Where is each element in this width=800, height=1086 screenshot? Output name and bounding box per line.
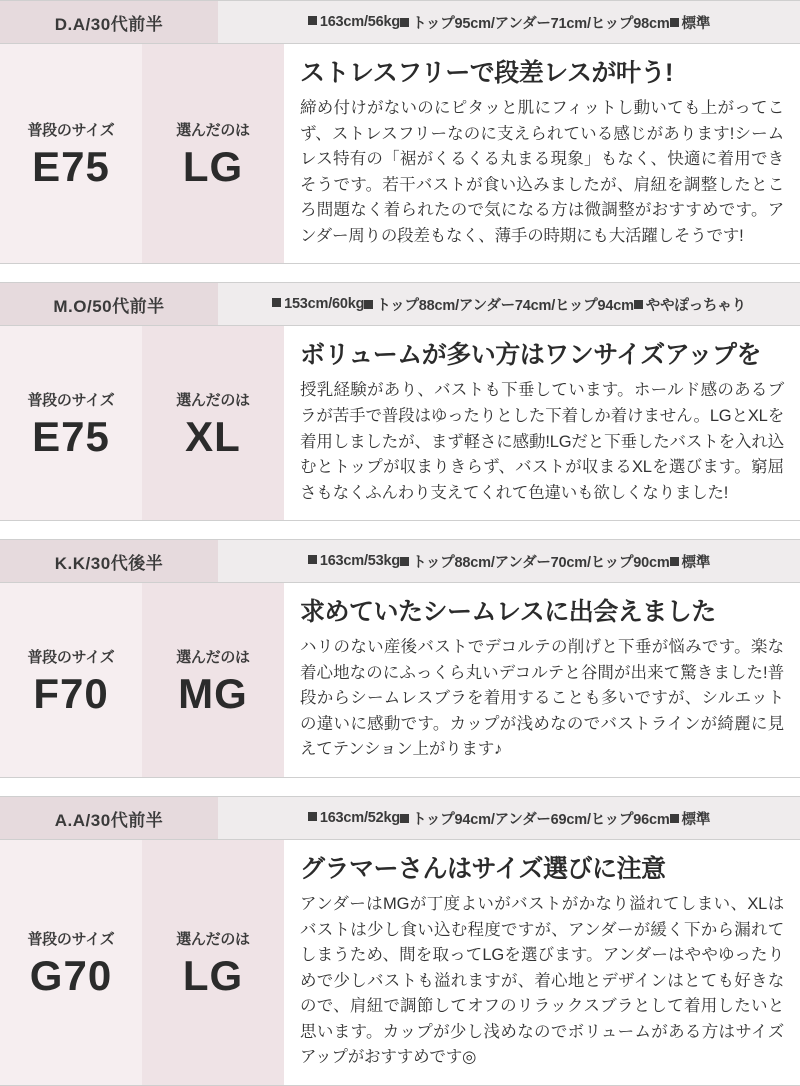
- bullet-square-icon: [670, 18, 679, 27]
- review-title: ボリュームが多い方はワンサイズアップを: [300, 341, 762, 370]
- review-comment: 授乳経験があり、バストも下垂しています。ホールド感のあるブラが苦手で普段はゆったりとした下着しか着けません。LGとXLを着用しましたが、まず軽さに感動!LGだと下垂したバストを入れ込むとトップが収まりきらず、バストが収まるXLを選びます。窮屈さもなくふんわり支えてくれて色違いも欲しくなりました!: [300, 381, 784, 502]
- review-block: [0, 0, 800, 264]
- review-body: [0, 583, 800, 778]
- bullet-square-icon: [670, 814, 679, 823]
- review-spec: トップ88cm/アンダー70cm/ヒップ90cm: [400, 551, 669, 572]
- review-text-cell: [284, 583, 800, 777]
- review-spec: トップ94cm/アンダー69cm/ヒップ96cm: [400, 808, 669, 829]
- bullet-square-icon: [400, 557, 409, 566]
- chosen-size-cell: [142, 326, 284, 520]
- chosen-size-value: MG: [178, 669, 248, 717]
- review-spec: 153cm/60kg: [272, 296, 364, 312]
- reviewer-specs: [218, 1, 800, 43]
- chosen-size-value: XL: [185, 412, 241, 460]
- review-separator: [0, 778, 800, 796]
- review-body: [0, 44, 800, 264]
- usual-size-label: 普段のサイズ: [27, 648, 115, 666]
- review-text-cell: [284, 840, 800, 1085]
- bullet-square-icon: [634, 300, 643, 309]
- review-header: [0, 796, 800, 840]
- review-title: グラマーさんはサイズ選びに注意: [300, 855, 666, 883]
- reviewer-name: K.K/30代後半: [0, 540, 218, 582]
- review-comment: アンダーはMGが丁度よいがバストがかなり溢れてしまい、XLはバストは少し食い込む程度ですが、アンダーが緩く下から漏れてしまうため、間を取ってLGを選びます。アンダーはややゆったりめで少しバストも溢れますが、着心地とデザインはとても好きなので、肩紐で調節してオフのリラックスブラとして着用したいと思います。カップが少し浅めなのでボリュームがある方はサイズアップがおすすめです◎: [300, 895, 784, 1067]
- review-header: [0, 539, 800, 583]
- usual-size-label: 普段のサイズ: [27, 122, 115, 140]
- chosen-size-label: 選んだのは: [176, 930, 250, 948]
- review-spec: 標準: [670, 12, 711, 33]
- review-spec: 標準: [670, 808, 711, 829]
- bullet-square-icon: [272, 298, 281, 307]
- review-body: [0, 840, 800, 1086]
- review-header: [0, 0, 800, 44]
- usual-size-cell: [0, 44, 142, 263]
- review-separator: [0, 521, 800, 539]
- usual-size-label: 普段のサイズ: [27, 391, 115, 409]
- chosen-size-label: 選んだのは: [176, 648, 250, 666]
- bullet-square-icon: [670, 557, 679, 566]
- review-spec: 163cm/53kg: [308, 553, 400, 569]
- review-spec: トップ95cm/アンダー71cm/ヒップ98cm: [400, 12, 669, 33]
- bullet-square-icon: [400, 814, 409, 823]
- review-comment: 締め付けがないのにピタッと肌にフィットし動いても上がってこず、ストレスフリーなのに支えられている感じがあります!シームレス特有の「裾がくるくる丸まる現象」もなく、快適に着用できそうです。若干バストが食い込みましたが、肩紐を調整したところ問題なく着られたので気になる方は微調整がおすすめです。アンダー周りの段差もなく、薄手の時期にも大活躍しそうです!: [300, 99, 784, 245]
- usual-size-value: F70: [33, 669, 109, 717]
- review-comment: ハリのない産後バストでデコルテの削げと下垂が悩みです。楽な着心地なのにふっくら丸いデコルテと谷間が出来て驚きました!普段からシームレスブラを着用することも多いですが、シルエットの違いに感動です。カップが浅めなのでバストラインが綺麗に見えてテンション上がります♪: [300, 638, 784, 759]
- chosen-size-cell: [142, 44, 284, 263]
- review-block: [0, 796, 800, 1086]
- bullet-square-icon: [308, 16, 317, 25]
- review-spec: ややぽっちゃり: [634, 294, 746, 315]
- usual-size-value: E75: [32, 143, 110, 191]
- bullet-square-icon: [308, 812, 317, 821]
- reviewer-name: M.O/50代前半: [0, 283, 218, 325]
- review-title: ストレスフリーで段差レスが叶う!: [300, 59, 673, 87]
- review-text-cell: [284, 44, 800, 263]
- usual-size-cell: [0, 326, 142, 520]
- bullet-square-icon: [308, 555, 317, 564]
- reviewer-specs: [218, 540, 800, 582]
- review-title: 求めていたシームレスに出会えました: [300, 598, 716, 627]
- usual-size-cell: [0, 840, 142, 1085]
- chosen-size-value: LG: [182, 951, 244, 999]
- review-block: [0, 282, 800, 521]
- reviewer-specs: [218, 283, 800, 325]
- usual-size-value: G70: [29, 951, 113, 999]
- usual-size-label: 普段のサイズ: [27, 930, 115, 948]
- review-spec: トップ88cm/アンダー74cm/ヒップ94cm: [364, 294, 633, 315]
- usual-size-value: E75: [32, 412, 110, 460]
- review-header: [0, 282, 800, 326]
- review-block: [0, 539, 800, 778]
- review-spec: 163cm/56kg: [308, 14, 400, 30]
- chosen-size-label: 選んだのは: [176, 391, 250, 409]
- review-separator: [0, 264, 800, 282]
- chosen-size-cell: [142, 583, 284, 777]
- bullet-square-icon: [364, 300, 373, 309]
- review-text-cell: [284, 326, 800, 520]
- chosen-size-cell: [142, 840, 284, 1085]
- chosen-size-label: 選んだのは: [176, 122, 250, 140]
- bullet-square-icon: [400, 18, 409, 27]
- review-spec: 163cm/52kg: [308, 810, 400, 826]
- review-body: [0, 326, 800, 521]
- usual-size-cell: [0, 583, 142, 777]
- reviewer-name: D.A/30代前半: [0, 1, 218, 43]
- reviewer-name: A.A/30代前半: [0, 797, 218, 839]
- review-spec: 標準: [670, 551, 711, 572]
- reviewer-specs: [218, 797, 800, 839]
- chosen-size-value: LG: [182, 143, 244, 191]
